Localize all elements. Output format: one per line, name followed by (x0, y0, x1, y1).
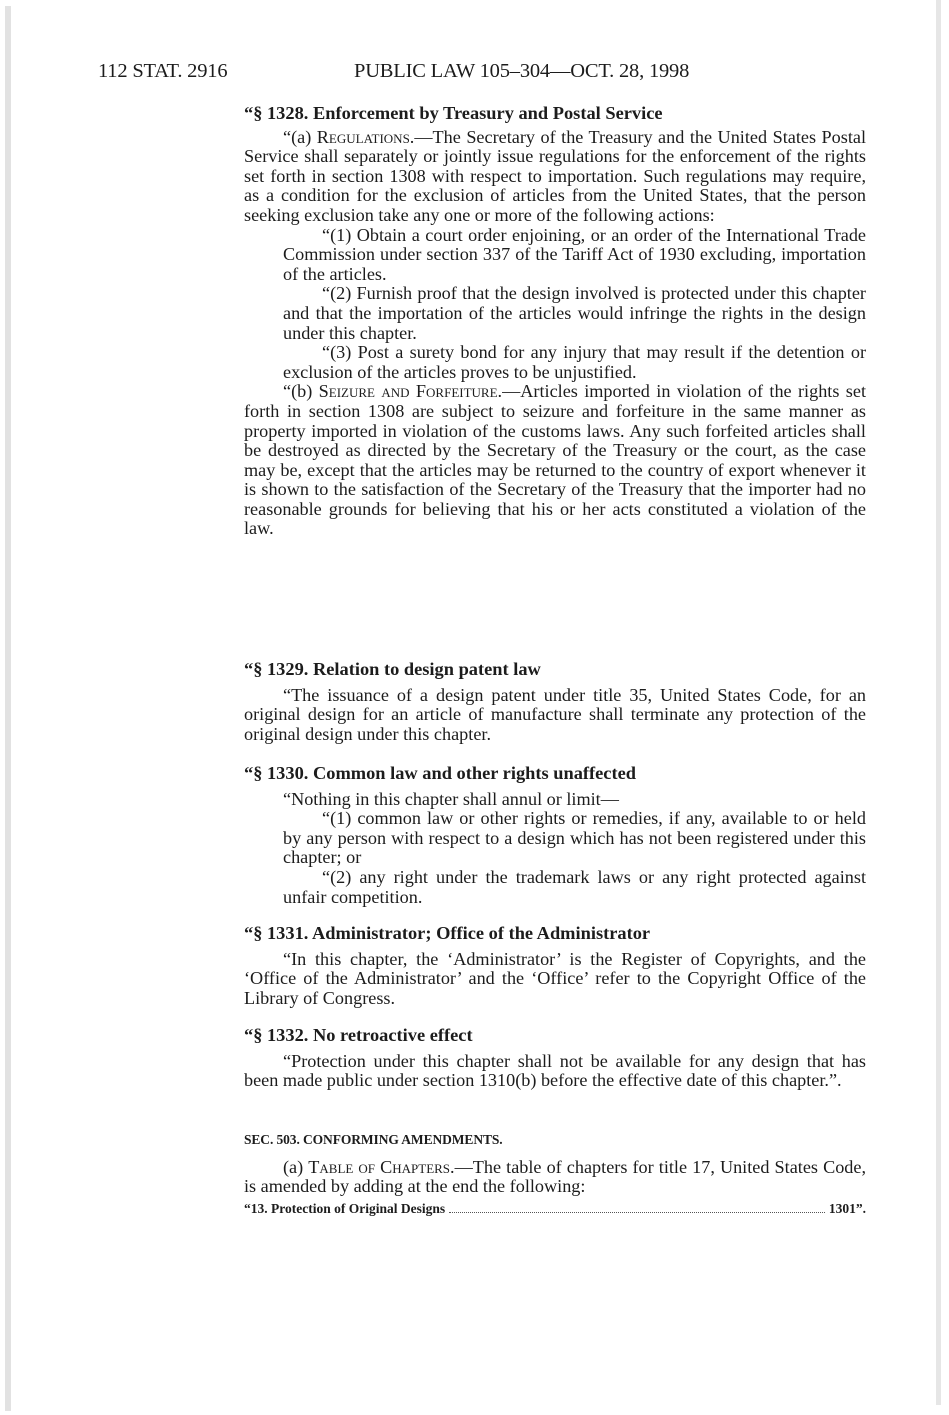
paragraph-lead: (a) (283, 1156, 309, 1177)
paragraph-text: .—The Secretary of the Treasury and the United States Postal Service shall separately or jointly issue regulations for the enforcement of the rights set forth in section 1308 with respect to importation. Such regulations may require, as a condition for the exclusion of articles from the United States, that the person seeking exclusion take any one or more of the following actions: (244, 126, 866, 225)
list-item: “(2) Furnish proof that the design involved is protected under this chapter and that the importation of the articles would infringe the rights in the design under this chapter. (283, 283, 866, 343)
paragraph-caption: Regulations (316, 126, 410, 147)
paragraph-text: .—The table of chapters for title 17, United States Code, is amended by adding at the end the following: (244, 1156, 867, 1197)
paragraph-caption: Table of Chapters (308, 1156, 451, 1177)
paragraph-text: “In this chapter, the ‘Administrator’ is the Register of Copyrights, and the ‘Office of the Administrator’ and the ‘Office’ refer to the Copyright Office of the Library of Congress. (244, 948, 866, 1008)
paragraph-a-regulations (244, 128, 866, 226)
section-heading: SEC. 503. CONFORMING AMENDMENTS. (244, 1132, 503, 1147)
paragraph-text: “The issuance of a design patent under title 35, United States Code, for an original design for an article of manufacture shall terminate any protection of the original design under this chapter. (244, 684, 866, 744)
public-law-citation: PUBLIC LAW 105–304—OCT. 28, 1998 (354, 60, 690, 82)
toc-leader-dots (449, 1212, 825, 1213)
section-1328 (244, 104, 866, 539)
stat-citation: 112 STAT. 2916 (98, 60, 228, 82)
list-item: “(3) Post a surety bond for any injury that may result if the detention or exclusion of the articles proves to be unjustified. (283, 342, 866, 382)
paragraph-a-table-of-chapters (244, 1158, 866, 1197)
paragraph-caption: Seizure and Forfeiture (318, 381, 498, 402)
section-heading: “§ 1331. Administrator; Office of the Administrator (244, 923, 651, 943)
paragraph-text: .—Articles imported in violation of the rights set forth in section 1308 are subject to seizure and forfeiture in the same manner as property imported in violation of the customs laws. Any such forfeited articles shall be destroyed as directed by the Secretary of the Treasury or the court, as the case may be, except that the articles may be returned to the country of export whenever it is shown to the satisfaction of the Secretary of the Treasury that the importer had no reasonable grounds for believing that his or her acts constituted a violation of the law. (244, 381, 867, 539)
list-item: “(1) Obtain a court order enjoining, or an order of the International Trade Commission under section 337 of the Tariff Act of 1930 excluding, importation of the articles. (283, 224, 866, 284)
paragraph-text: “Protection under this chapter shall not be available for any design that has been made public under section 1310(b) before the effective date of this chapter.”. (244, 1050, 866, 1091)
section-1332 (244, 1026, 866, 1091)
paragraph-intro: “Nothing in this chapter shall annul or limit— (283, 788, 619, 809)
list-item: “(1) common law or other rights or remedies, if any, available to or held by any person with respect to a design which has not been registered under this chapter; or (283, 808, 866, 868)
paragraph-b-seizure (244, 382, 866, 539)
section-1330 (244, 764, 866, 907)
section-1331 (244, 924, 866, 1008)
section-heading: “§ 1330. Common law and other rights unaffected (244, 763, 636, 783)
list-item: “(2) any right under the trademark laws or any right protected against unfair competition. (283, 866, 866, 907)
toc-entry-page: 1301”. (828, 1200, 866, 1216)
section-1329 (244, 660, 866, 744)
section-heading: “§ 1328. Enforcement by Treasury and Postal Service (244, 103, 663, 123)
toc-entry-label: “13. Protection of Original Designs (244, 1200, 446, 1216)
paragraph-lead: “(b) (283, 381, 319, 402)
section-heading: “§ 1332. No retroactive effect (244, 1025, 473, 1045)
table-of-chapters-entry (244, 1199, 866, 1219)
paragraph-lead: “(a) (283, 126, 317, 147)
section-heading: “§ 1329. Relation to design patent law (244, 659, 541, 679)
section-503 (244, 1130, 866, 1218)
